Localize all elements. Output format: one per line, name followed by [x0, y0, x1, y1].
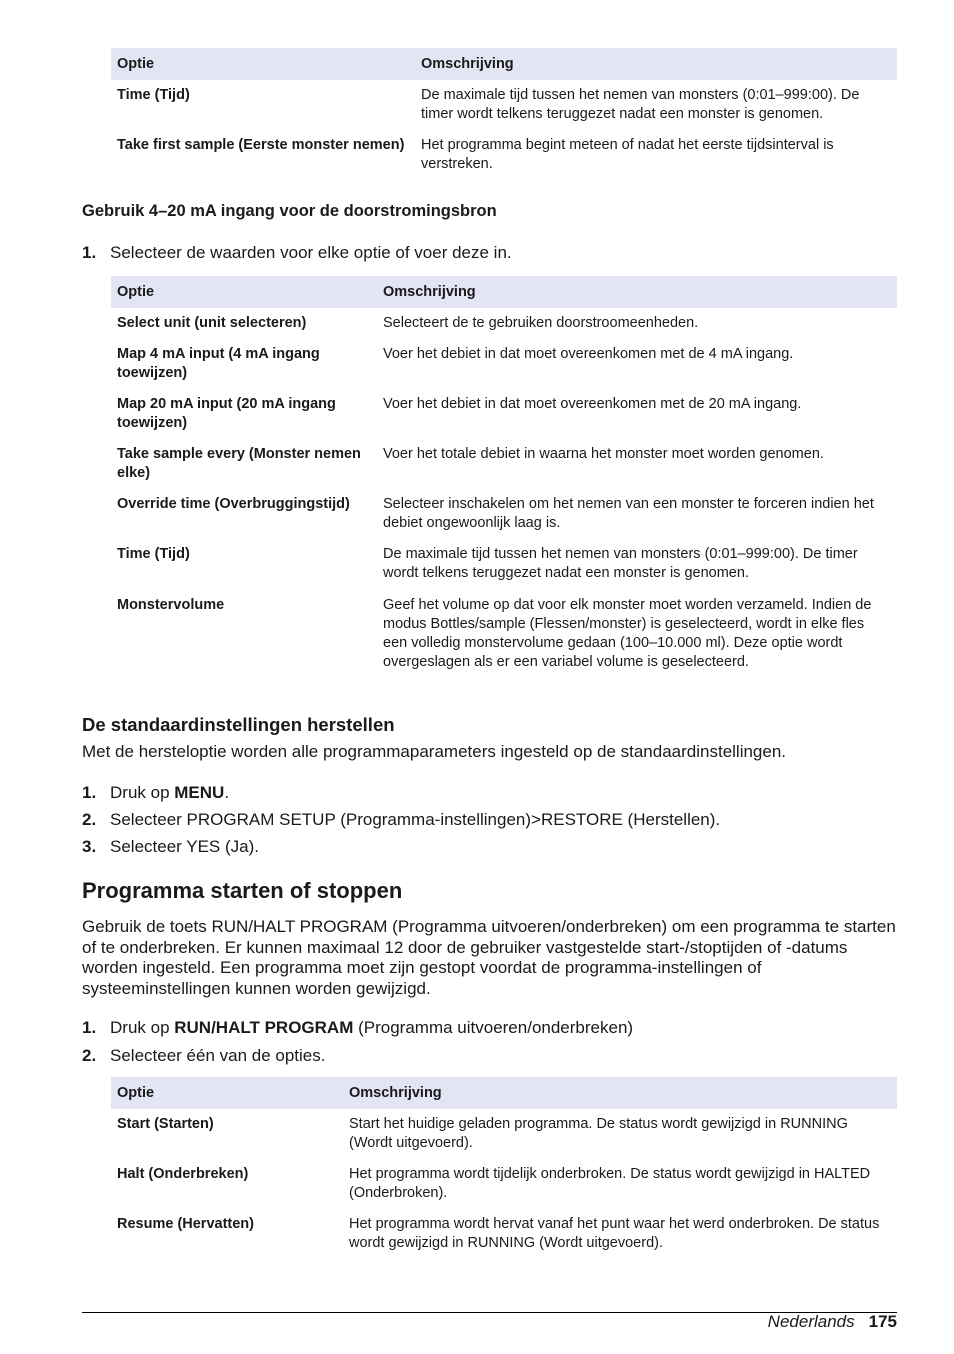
- step-number: 2.: [82, 810, 97, 829]
- section-heading-flow-input: Gebruik 4–20 mA ingang voor de doorstromingsbron: [82, 202, 497, 220]
- step-number: 1.: [82, 1018, 97, 1037]
- option-description: Voer het debiet in dat moet overeenkomen met de 4 mA ingang.: [383, 346, 794, 362]
- column-header-description: Omschrijving: [343, 1077, 897, 1109]
- option-name: Override time (Overbruggingstijd): [117, 496, 350, 512]
- step-text: Selecteer PROGRAM SETUP (Programma-instellingen)>RESTORE (Herstellen).: [110, 810, 721, 829]
- table-header-row: [111, 276, 897, 308]
- step-item: [82, 1018, 633, 1038]
- table-row: [111, 1109, 897, 1159]
- options-table-run-halt: [111, 1077, 897, 1253]
- page-footer: [768, 1312, 897, 1332]
- step-number: 1.: [82, 243, 97, 262]
- step-item: [82, 810, 720, 830]
- step-text: Selecteer YES (Ja).: [110, 837, 259, 856]
- option-name: Select unit (unit selecteren): [117, 315, 307, 331]
- option-description: Selecteer inschakelen om het nemen van een monster te forceren indien het debiet ongewoonlijk laag is.: [383, 496, 874, 531]
- option-description: Selecteert de te gebruiken doorstroomeenheden.: [383, 315, 699, 331]
- option-name: Time (Tijd): [117, 87, 190, 103]
- footer-language: Nederlands: [767, 1312, 855, 1331]
- option-description: Voer het totale debiet in waarna het monster moet worden genomen.: [383, 446, 824, 462]
- run-halt-key-label: RUN/HALT PROGRAM: [174, 1018, 354, 1037]
- option-name: Take sample every (Monster nemen elke): [117, 446, 361, 481]
- section-heading-restore-defaults: De standaardinstellingen herstellen: [82, 714, 395, 735]
- step-item: [82, 1046, 325, 1066]
- options-table-flow: [111, 276, 897, 672]
- step-item: [82, 243, 512, 263]
- step-text: Selecteer één van de opties.: [110, 1046, 326, 1065]
- table-row: [111, 590, 897, 672]
- option-description: Het programma wordt tijdelijk onderbroken. De status wordt gewijzigd in HALTED (Onderbroken).: [349, 1166, 871, 1201]
- option-name: Take first sample (Eerste monster nemen): [117, 137, 405, 153]
- table-row: [111, 1159, 897, 1209]
- step-text: Selecteer de waarden voor elke optie of voer deze in.: [110, 243, 512, 262]
- option-description: Het programma wordt hervat vanaf het punt waar het werd onderbroken. De status wordt gewijzigd in RUNNING (Wordt uitgevoerd).: [349, 1216, 880, 1251]
- table-row: [111, 489, 897, 539]
- option-name: Monstervolume: [117, 597, 225, 613]
- column-header-option: Optie: [111, 1077, 343, 1109]
- table-row: [111, 539, 897, 590]
- section-heading-start-stop: Programma starten of stoppen: [82, 878, 403, 903]
- option-name: Time (Tijd): [117, 546, 190, 562]
- section-intro: Met de hersteloptie worden alle programmaparameters ingesteld op de standaardinstellingen.: [82, 742, 787, 761]
- table-row: [111, 339, 897, 389]
- option-description: De maximale tijd tussen het nemen van monsters (0:01–999:00). De timer wordt telkens teruggezet nadat een monster is genomen.: [421, 87, 860, 122]
- column-header-option: Optie: [111, 48, 415, 80]
- table-header-row: [111, 1077, 897, 1109]
- option-name: Start (Starten): [117, 1116, 214, 1132]
- step-text: Druk op: [110, 1018, 175, 1037]
- option-name: Map 20 mA input (20 mA ingang toewijzen): [117, 396, 336, 431]
- column-header-description: Omschrijving: [377, 276, 897, 308]
- table-row: [111, 389, 897, 439]
- table-row: [111, 130, 897, 174]
- column-header-option: Optie: [111, 276, 377, 308]
- step-text-suffix: (Programma uitvoeren/onderbreken): [353, 1018, 634, 1037]
- table-row: [111, 308, 897, 339]
- table-row: [111, 1209, 897, 1253]
- page-number: 175: [868, 1312, 897, 1331]
- step-item: [82, 783, 229, 803]
- options-table-time: [111, 48, 897, 174]
- step-number: 3.: [82, 837, 97, 856]
- option-name: Resume (Hervatten): [117, 1216, 254, 1232]
- option-name: Map 4 mA input (4 mA ingang toewijzen): [117, 346, 320, 381]
- option-description: Voer het debiet in dat moet overeenkomen met de 20 mA ingang.: [383, 396, 802, 412]
- step-number: 2.: [82, 1046, 97, 1065]
- menu-key-label: MENU: [174, 783, 225, 802]
- option-description: Start het huidige geladen programma. De status wordt gewijzigd in RUNNING (Wordt uitgevoerd).: [349, 1116, 848, 1151]
- option-description: Geef het volume op dat voor elk monster moet worden verzameld. Indien de modus Bottles/sample (Flessen/monster) is geselecteerd, wordt in elke fles een volledig monstervolume gedaan (100–10.000 ml). Deze optie wordt overgeslagen als er een variabel volume is geselecteerd.: [383, 597, 872, 670]
- option-description: Het programma begint meteen of nadat het eerste tijdsinterval is verstreken.: [421, 137, 834, 172]
- step-text: Druk op: [110, 783, 175, 802]
- table-row: [111, 80, 897, 130]
- step-text-suffix: .: [224, 783, 230, 802]
- column-header-description: Omschrijving: [415, 48, 897, 80]
- section-intro: Gebruik de toets RUN/HALT PROGRAM (Programma uitvoeren/onderbreken) om een programma te starten of te onderbreken. Er kunnen maximaal 12 door de gebruiker vastgestelde start-/stoptijden of -datums worden ingesteld. Een programma moet zijn gestopt voordat de programma-instellingen of systeeminstellingen kunnen worden gewijzigd.: [82, 917, 896, 998]
- option-description: De maximale tijd tussen het nemen van monsters (0:01–999:00). De timer wordt telkens teruggezet nadat een monster is genomen.: [383, 546, 858, 581]
- step-item: [82, 837, 259, 857]
- step-number: 1.: [82, 783, 97, 802]
- table-header-row: [111, 48, 897, 80]
- table-row: [111, 439, 897, 489]
- option-name: Halt (Onderbreken): [117, 1166, 249, 1182]
